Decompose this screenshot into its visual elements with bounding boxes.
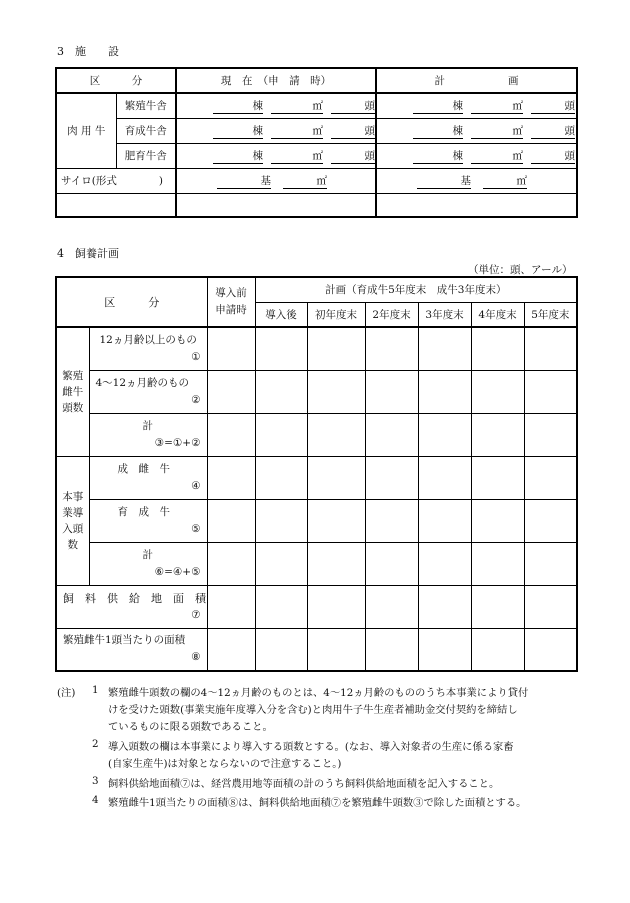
section3-heading: 3 施 設 bbox=[57, 45, 119, 58]
col-after-intro: 導入後 bbox=[255, 302, 307, 327]
note2-line1: 導入頭数の欄は本事業により導入する頭数とする。(なお、導入対象者の生産に係る家畜 bbox=[108, 741, 514, 753]
note2-number: 2 bbox=[92, 738, 99, 750]
note3-line1: 飼料供給地面積⑦は、経営農用地等面積の計のうち飼料供給地面積を記入すること。 bbox=[108, 778, 500, 790]
barn-breeding-current: 棟 ㎡ 頭 bbox=[176, 93, 376, 118]
note1-line1: 繁殖雌牛頭数の欄の4〜12ヵ月齢のものとは、4〜12ヵ月齢のもののうち本事業により貸付 bbox=[108, 687, 529, 699]
row-4-12m-label: 4〜12ヵ月齢のもの ② bbox=[89, 370, 207, 413]
row-subtotal1-label: 計 ③=①+② bbox=[89, 413, 207, 456]
facilities-header-kubun: 区 分 bbox=[56, 68, 176, 93]
row-subtotal2-label: 計 ⑥=④+⑤ bbox=[89, 542, 207, 585]
silo-plan: 基 ㎡ bbox=[376, 168, 577, 193]
note1-line2: けを受けた頭数(事業実施年度導入分を含む)と肉用牛子牛生産者補助金交付契約を締結し bbox=[108, 704, 518, 716]
facilities-header-current: 現 在 （申 請 時） bbox=[176, 68, 376, 93]
plan-header-kubun: 区 分 bbox=[56, 277, 207, 327]
row-area-per-head-label: 繁殖雌牛1頭当たりの面積 ⑧ bbox=[56, 628, 207, 671]
row-adult-female-label: 成 雌 牛 ④ bbox=[89, 456, 207, 499]
silo-label: サイロ(形式 ) bbox=[56, 168, 176, 193]
section4-heading: 4 飼養計画 bbox=[57, 247, 119, 260]
introduced-head-label: 本事 業導 入頭 数 bbox=[56, 456, 89, 585]
plan-header-pre: 導入前 申請時 bbox=[207, 277, 255, 327]
col-year4: 4年度末 bbox=[471, 302, 524, 327]
barn-fattening-label: 肥育牛舎 bbox=[116, 143, 176, 168]
barn-growing-plan: 棟 ㎡ 頭 bbox=[376, 118, 577, 143]
breeding-female-label: 繁殖 雌牛 頭数 bbox=[56, 327, 89, 456]
barn-growing-label: 育成牛舎 bbox=[116, 118, 176, 143]
notes-label: (注) bbox=[57, 687, 76, 699]
facilities-header-plan: 計 画 bbox=[376, 68, 577, 93]
note2-line2: (自家生産牛)は対象とならないので注意すること。) bbox=[108, 758, 342, 770]
barn-growing-current: 棟 ㎡ 頭 bbox=[176, 118, 376, 143]
note4-line1: 繁殖雌牛1頭当たりの面積⑧は、飼料供給地面積⑦を繁殖雌牛頭数③で除した面積とする。 bbox=[108, 797, 527, 809]
col-year2: 2年度末 bbox=[365, 302, 418, 327]
meat-cattle-label: 肉 用 牛 bbox=[56, 93, 116, 168]
barn-breeding-label: 繁殖牛舎 bbox=[116, 93, 176, 118]
feeding-plan-table bbox=[55, 276, 578, 672]
barn-fattening-current: 棟 ㎡ 頭 bbox=[176, 143, 376, 168]
facilities-blank-label bbox=[56, 193, 176, 217]
facilities-blank-plan bbox=[376, 193, 577, 217]
plan-header-plan: 計画（育成牛5年度末 成牛3年度末） bbox=[255, 277, 577, 302]
facilities-blank-current bbox=[176, 193, 376, 217]
row-growing-label: 育 成 牛 ⑤ bbox=[89, 499, 207, 542]
note1-line3: ているものに限る頭数であること。 bbox=[108, 721, 273, 733]
col-year1: 初年度末 bbox=[307, 302, 365, 327]
col-year5: 5年度末 bbox=[524, 302, 577, 327]
col-year3: 3年度末 bbox=[418, 302, 471, 327]
facilities-table bbox=[55, 67, 578, 218]
row-12m-label: 12ヵ月齢以上のもの ① bbox=[89, 327, 207, 370]
row-feed-area-label: 飼 料 供 給 地 面 積 ⑦ bbox=[56, 585, 207, 628]
note1-number: 1 bbox=[92, 684, 99, 696]
note4-number: 4 bbox=[92, 794, 99, 806]
silo-current: 基 ㎡ bbox=[176, 168, 376, 193]
unit-note: （単位：頭、アール） bbox=[468, 264, 573, 276]
note3-number: 3 bbox=[92, 775, 99, 787]
barn-breeding-plan: 棟 ㎡ 頭 bbox=[376, 93, 577, 118]
barn-fattening-plan: 棟 ㎡ 頭 bbox=[376, 143, 577, 168]
